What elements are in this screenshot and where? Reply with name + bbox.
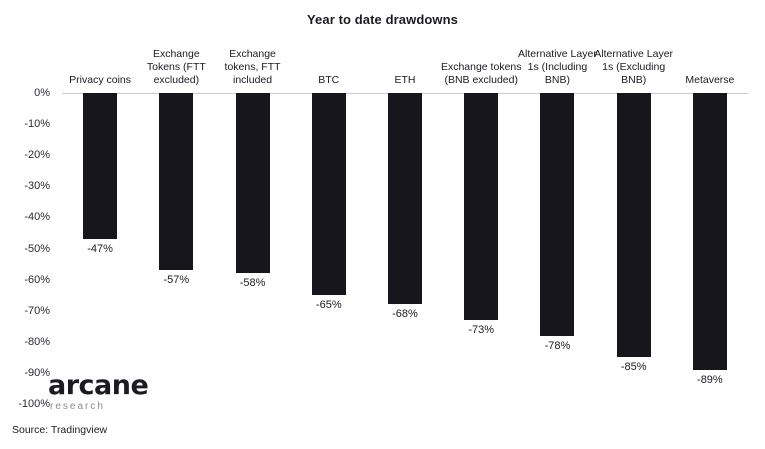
bar-group — [138, 48, 214, 404]
bar-group — [291, 74, 367, 404]
y-axis-tick: -90% — [24, 366, 50, 379]
bar[interactable] — [83, 93, 117, 239]
bar[interactable] — [693, 93, 727, 370]
y-axis-tick: -10% — [24, 118, 50, 131]
category-label-line: 1s (Excluding — [602, 61, 666, 73]
bar[interactable] — [617, 93, 651, 357]
y-axis-tick: -60% — [24, 273, 50, 286]
category-label-line: Tokens (FTT — [146, 61, 206, 73]
category-label-line: tokens, FTT — [224, 61, 281, 73]
category-label-line: 1s (Including — [527, 61, 588, 73]
category-label-line: Metaverse — [685, 74, 735, 86]
bar-group — [594, 48, 674, 404]
bar[interactable] — [388, 93, 422, 304]
category-label-line: excluded) — [153, 74, 200, 86]
category-label — [658, 74, 762, 87]
arcane-research-logo — [48, 372, 178, 414]
category-label-line: ETH — [394, 74, 416, 86]
bar[interactable] — [312, 93, 346, 295]
category-label-line: BNB) — [621, 74, 647, 86]
category-label-line: BNB) — [544, 74, 570, 86]
y-axis — [0, 87, 56, 410]
bar-group — [518, 48, 597, 404]
bar-group — [367, 74, 443, 404]
source-note: Source: Tradingview — [12, 424, 108, 436]
y-axis-tick: -100% — [18, 398, 50, 410]
bar-value-label: -65% — [315, 299, 342, 312]
category-label-line: Exchange — [152, 48, 200, 60]
y-axis-tick: -80% — [24, 335, 50, 348]
bar-value-label: -68% — [392, 308, 418, 321]
bar[interactable] — [236, 93, 270, 273]
bar-value-label: -47% — [87, 243, 113, 256]
category-label-line: BTC — [318, 74, 340, 86]
bar[interactable] — [540, 93, 574, 336]
category-label-line: Alternative Layer — [594, 48, 674, 60]
y-axis-tick: -40% — [24, 211, 50, 224]
bar-value-label: -73% — [468, 324, 495, 337]
y-axis-tick: -50% — [24, 242, 50, 255]
category-label-line: (BNB excluded) — [444, 74, 518, 86]
chart-title: Year to date drawdowns — [306, 12, 458, 27]
y-axis-tick: -30% — [24, 180, 50, 193]
y-axis-tick: 0% — [34, 87, 50, 99]
category-label-line: included — [232, 74, 273, 86]
bar-value-label: -58% — [239, 277, 266, 290]
bar[interactable] — [464, 93, 498, 320]
logo-wordmark: arcane — [48, 370, 149, 401]
bar-group — [440, 61, 522, 404]
category-label-line: Exchange tokens — [440, 61, 522, 73]
plot-area — [62, 48, 748, 404]
bar[interactable] — [159, 93, 193, 270]
bar-group — [62, 74, 138, 404]
bar-group — [672, 74, 748, 404]
bar-value-label: -78% — [544, 339, 571, 352]
bar-group — [214, 48, 290, 404]
category-label-line: Privacy coins — [69, 74, 132, 86]
y-axis-tick: -20% — [24, 149, 50, 162]
bar-value-label: -57% — [163, 274, 190, 287]
y-axis-tick: -70% — [24, 304, 50, 317]
logo-subtitle: research — [50, 401, 105, 412]
category-label-line: Exchange — [229, 48, 276, 60]
bar-value-label: -85% — [620, 361, 647, 374]
bar-value-label: -89% — [697, 373, 723, 386]
category-label-line: Alternative Layer — [518, 48, 597, 60]
